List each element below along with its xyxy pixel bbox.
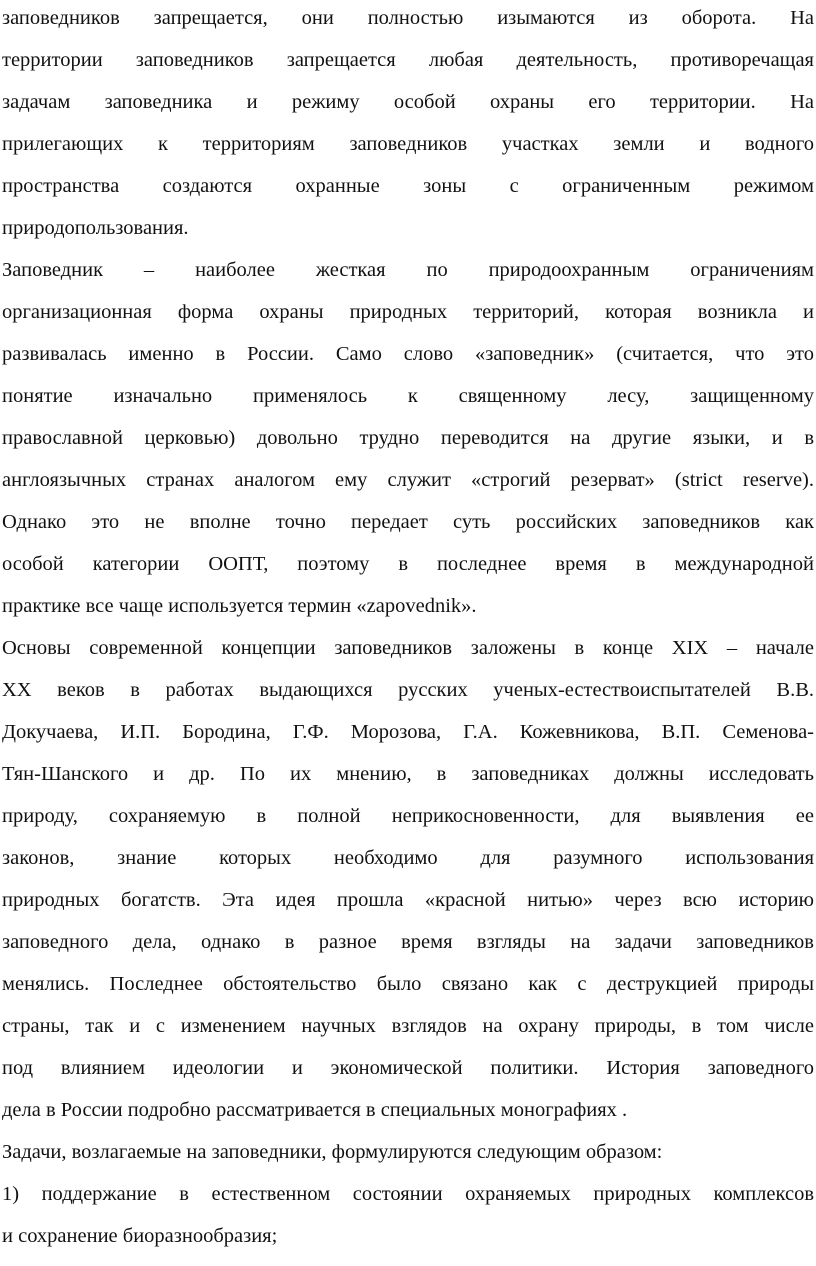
text-line: Основы современной концепции заповедников заложены в конце XIX – начале	[2, 637, 814, 659]
text-line: Докучаева, И.П. Бородина, Г.Ф. Морозова, Г.А. Кожевникова, В.П. Семенова-	[2, 721, 814, 743]
text-line: Тян-Шанского и др. По их мнению, в заповедниках должны исследовать	[2, 763, 814, 785]
text-line: практике все чаще используется термин «zapovednik».	[2, 595, 477, 617]
text-line: особой категории ООПТ, поэтому в последнее время в международной	[2, 553, 814, 575]
text-line: XX веков в работах выдающихся русских ученых-естествоиспытателей В.В.	[2, 679, 814, 701]
text-line: страны, так и с изменением научных взглядов на охрану природы, в том числе	[2, 1015, 814, 1037]
text-line: задачам заповедника и режиму особой охраны его территории. На	[2, 91, 814, 113]
text-line: организационная форма охраны природных территорий, которая возникла и	[2, 301, 814, 323]
text-line: законов, знание которых необходимо для разумного использования	[2, 847, 814, 869]
text-line: природных богатств. Эта идея прошла «красной нитью» через всю историю	[2, 889, 814, 911]
text-line: заповедников запрещается, они полностью изымаются из оборота. На	[2, 7, 814, 29]
text-line: природу, сохраняемую в полной неприкосновенности, для выявления ее	[2, 805, 814, 827]
text-line: менялись. Последнее обстоятельство было связано как с деструкцией природы	[2, 973, 814, 995]
text-line: 1) поддержание в естественном состоянии охраняемых природных комплексов	[2, 1183, 814, 1205]
text-line: заповедного дела, однако в разное время взгляды на задачи заповедников	[2, 931, 814, 953]
text-line: Однако это не вполне точно передает суть российских заповедников как	[2, 511, 814, 533]
text-line: развивалась именно в России. Само слово «заповедник» (считается, что это	[2, 343, 814, 365]
text-line: Задачи, возлагаемые на заповедники, формулируются следующим образом:	[2, 1141, 663, 1163]
text-line: понятие изначально применялось к священному лесу, защищенному	[2, 385, 814, 407]
text-line: территории заповедников запрещается любая деятельность, противоречащая	[2, 49, 814, 71]
text-line: дела в России подробно рассматривается в специальных монографиях .	[2, 1099, 628, 1121]
text-line: и сохранение биоразнообразия;	[2, 1225, 278, 1247]
text-line: Заповедник – наиболее жесткая по природоохранным ограничениям	[2, 259, 814, 281]
text-line: прилегающих к территориям заповедников участках земли и водного	[2, 133, 814, 155]
text-line: пространства создаются охранные зоны с ограниченным режимом	[2, 175, 814, 197]
text-line: англоязычных странах аналогом ему служит «строгий резерват» (strict reserve).	[2, 469, 814, 491]
text-line: природопользования.	[2, 217, 189, 239]
text-line: православной церковью) довольно трудно переводится на другие языки, и в	[2, 427, 814, 449]
text-line: под влиянием идеологии и экономической политики. История заповедного	[2, 1057, 814, 1079]
